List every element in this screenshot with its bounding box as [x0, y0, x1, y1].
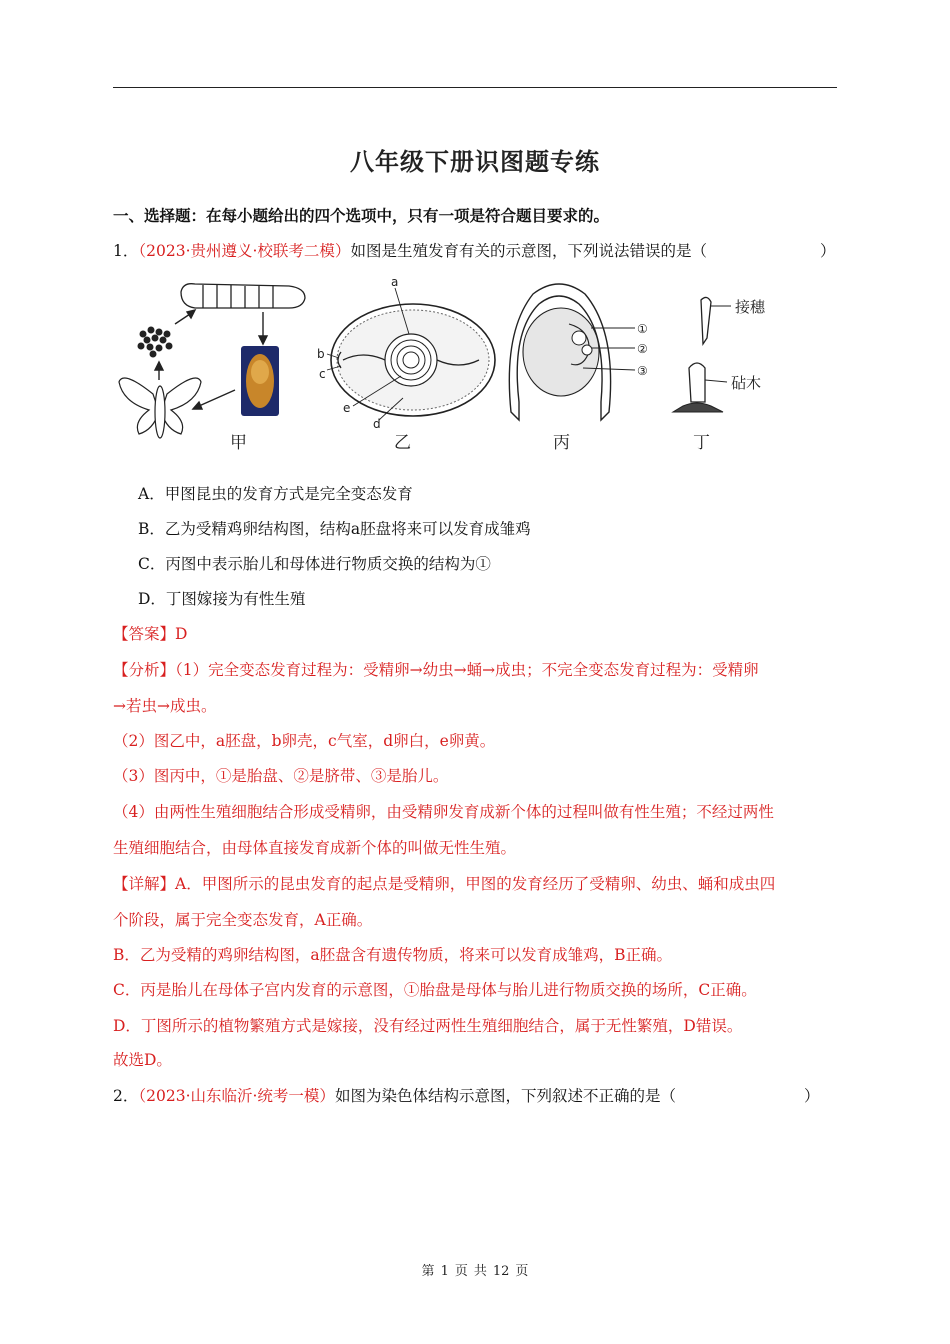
- analysis-line: →若虫→成虫。: [113, 697, 217, 715]
- egg-structure-diagram: [327, 288, 495, 420]
- figure-label-ding: 丁: [693, 433, 710, 453]
- answer-paren-close: ）: [820, 242, 836, 260]
- question-source: （2023·山东临沂·统考一模）: [138, 1087, 335, 1105]
- option-d: D．丁图嫁接为有性生殖: [138, 590, 306, 608]
- option-b: B．乙为受精鸡卵结构图，结构a胚盘将来可以发育成雏鸡: [138, 520, 531, 538]
- question-source: （2023·贵州遵义·校联考二模）: [138, 242, 351, 260]
- detail-line: 【详解】A．甲图所示的昆虫发育的起点是受精卵，甲图的发育经历了受精卵、幼虫、蛹和成虫四: [113, 875, 776, 893]
- figure-label-jia: 甲: [230, 433, 247, 453]
- answer-line: 【答案】D: [113, 625, 188, 643]
- detail-line: B．乙为受精的鸡卵结构图，a胚盘含有遗传物质，将来可以发育成雏鸡，B正确。: [113, 946, 673, 964]
- footer-page-number: 1: [440, 1264, 449, 1279]
- footer-text: 页: [515, 1264, 529, 1279]
- question-1-figure: [113, 272, 833, 462]
- question-number: 2．: [113, 1087, 139, 1105]
- grafting-diagram: [673, 297, 731, 412]
- analysis-line: 生殖细胞结合，由母体直接发育成新个体的叫做无性生殖。: [113, 839, 517, 857]
- egg-label-d: d: [373, 417, 381, 431]
- question-1-stem: [113, 239, 707, 261]
- egg-label-e: e: [343, 401, 351, 415]
- header-rule: [113, 87, 837, 88]
- analysis-line: （4）由两性生殖细胞结合形成受精卵，由受精卵发育成新个体的过程叫做有性生殖；不经过两性: [113, 803, 774, 821]
- reproduction-diagram: [113, 272, 833, 462]
- question-2-stem: [113, 1084, 676, 1106]
- detail-line: C．丙是胎儿在母体子宫内发育的示意图，①胎盘是母体与胎儿进行物质交换的场所，C正确。: [113, 981, 757, 999]
- fetus-in-uterus-diagram: [509, 284, 635, 420]
- uterus-label-1: ①: [637, 322, 648, 336]
- question-number: 1．: [113, 242, 139, 260]
- egg-label-b: b: [317, 347, 325, 361]
- graft-label-scion: 接穗: [735, 298, 766, 316]
- uterus-label-3: ③: [637, 364, 648, 378]
- analysis-line: （2）图乙中，a胚盘，b卵壳，c气室，d卵白，e卵黄。: [113, 732, 496, 750]
- footer-text: 第: [421, 1264, 435, 1279]
- footer-text: 页: [454, 1264, 468, 1279]
- graft-label-rootstock: 砧木: [731, 374, 762, 392]
- option-a: A．甲图昆虫的发育方式是完全变态发育: [138, 485, 413, 503]
- page-title: 八年级下册识图题专练: [350, 148, 600, 176]
- section-heading: 一、选择题：在每小题给出的四个选项中，只有一项是符合题目要求的。: [113, 207, 610, 225]
- egg-label-a: a: [391, 275, 399, 289]
- analysis-line: 【分析】（1）完全变态发育过程为：受精卵→幼虫→蛹→成虫；不完全变态发育过程为：受精卵: [113, 661, 759, 679]
- detail-line: D．丁图所示的植物繁殖方式是嫁接，没有经过两性生殖细胞结合，属于无性繁殖，D错误。: [113, 1017, 743, 1035]
- analysis-line: （3）图丙中，①是胎盘、②是脐带、③是胎儿。: [113, 767, 449, 785]
- conclusion-line: 故选D。: [113, 1051, 172, 1069]
- question-text: 如图是生殖发育有关的示意图，下列说法错误的是（: [350, 242, 707, 260]
- question-text: 如图为染色体结构示意图，下列叙述不正确的是（: [334, 1087, 676, 1105]
- answer-paren-close: ）: [804, 1087, 820, 1105]
- footer-text: 共: [473, 1264, 487, 1279]
- detail-line: 个阶段，属于完全变态发育，A正确。: [113, 911, 373, 929]
- figure-label-yi: 乙: [394, 433, 411, 453]
- uterus-label-2: ②: [637, 342, 648, 356]
- option-c: C．丙图中表示胎儿和母体进行物质交换的结构为①: [138, 555, 491, 573]
- egg-label-c: c: [319, 367, 326, 381]
- footer-total-pages: 12: [492, 1264, 510, 1279]
- insect-life-cycle-diagram: [119, 284, 305, 438]
- figure-label-bing: 丙: [553, 433, 570, 453]
- page-footer: [0, 1260, 950, 1279]
